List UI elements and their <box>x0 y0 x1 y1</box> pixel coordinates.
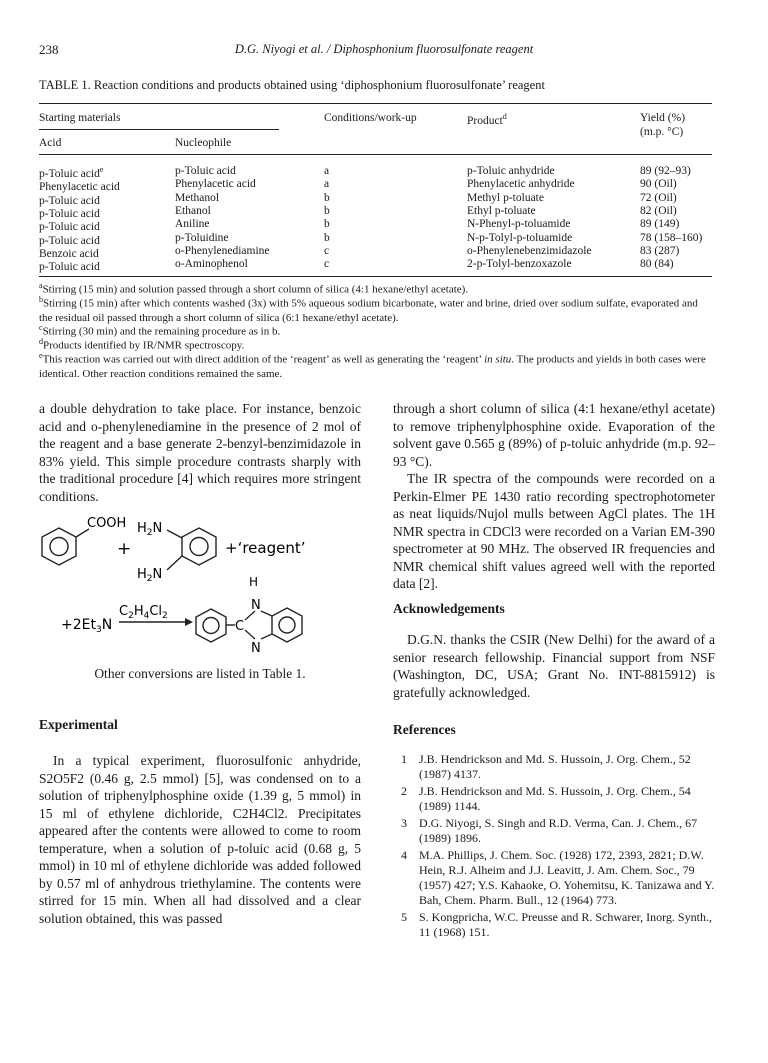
table-cell-yield: 90 (Oil) <box>640 178 677 191</box>
table-cell-condition: b <box>324 191 330 204</box>
reference-item <box>393 816 715 846</box>
footnote-a: $^a$Stirring (15 min) and solution passed through a short column of silica (4:1 hexane/ethyl acetate). <box>39 281 469 296</box>
reference-number: 1 <box>401 752 407 766</box>
table-cell-product: Phenylacetic anhydride <box>467 178 575 191</box>
table-cell-product: N-Phenyl-p-toluamide <box>467 218 571 231</box>
table-cell-product: p-Toluic anhydride <box>467 165 555 177</box>
table-cell-acid: Phenylacetic acid <box>39 181 120 194</box>
base-label: $+2Et_3N$ <box>61 617 113 635</box>
table-cell-condition: c <box>324 244 330 257</box>
n-bottom-label: N <box>251 641 261 656</box>
solvent-label: $C_2H_4Cl_2$ <box>119 604 168 621</box>
reagent-label: +‘reagent’ <box>225 539 306 557</box>
table-cell-condition: b <box>324 204 330 217</box>
reference-number: 5 <box>401 910 407 924</box>
arrow-head-icon <box>185 618 193 626</box>
table-cell-acid: p-Toluic acid <box>39 194 100 207</box>
reference-item <box>393 784 715 814</box>
table-cell-yield: 89 (92–93) <box>640 165 691 177</box>
table-cell-acid: p-Toluic acid$^e$ <box>39 165 104 180</box>
reference-item <box>393 910 715 940</box>
table-cell-condition: c <box>324 258 330 271</box>
table-cell-nucleophile: p-Toluic acid <box>175 165 236 177</box>
reference-text: J.B. Hendrickson and Md. S. Hussoin, J. Org. Chem., 52 (1987) 4137. <box>419 752 691 781</box>
left-para-2: Other conversions are listed in Table 1. <box>94 666 306 681</box>
experimental-paragraph: In a typical experiment, fluorosulfonic anhydride, S2O5F2 (0.46 g, 2.5 mmol) [5], was condensed on to a solution of triphenylphosphine oxide (1.39 g, 5 mmol) in 15 ml of ethylene dichloride, C2H4Cl2. Precipitates appeared after the contents were allowed to come to room temperature, when a solution of p-toluic acid (0.68 g, 5 mmol) in 10 ml of ethylene dichloride was added followed by 0.57 ml of anhydrous triethylamine. The contents were stirred for 15 min. When all had dissolved and a clear solution obtained, this was passed <box>39 753 361 926</box>
table-cell-nucleophile: p-Toluidine <box>175 231 229 244</box>
header-starting-materials: Starting materials <box>39 112 121 124</box>
nh-h-label: H <box>249 575 259 589</box>
benzene-ring-icon <box>272 608 302 642</box>
left-para-1: a double dehydration to take place. For instance, benzoic acid and o-phenylenediamine in the presence of 2 mol of the reagent and a base generate 2-benzyl-benzimidazole in 83% yield. This simple procedure contrasts sharply with the traditional procedure [4] which requires more stringent conditions. <box>39 401 361 504</box>
table-cell-nucleophile: Phenylacetic acid <box>175 178 256 191</box>
experimental-heading: Experimental <box>39 717 118 732</box>
table-bottom-rule <box>39 276 712 277</box>
table-cell-acid: p-Toluic acid <box>39 221 100 234</box>
benzene-ring-icon <box>182 528 216 565</box>
table-header-rule <box>39 154 712 155</box>
reference-list <box>393 752 715 942</box>
header-conditions: Conditions/work-up <box>324 112 417 124</box>
table-top-rule <box>39 103 712 104</box>
header-acid: Acid <box>39 137 62 149</box>
acknowledgements-heading: Acknowledgements <box>393 601 505 616</box>
c-label: C <box>235 619 245 634</box>
reference-number: 3 <box>401 816 407 830</box>
header-yield: Yield (%) <box>640 112 686 124</box>
table-cell-acid: p-Toluic acid <box>39 234 100 247</box>
right-para-1: through a short column of silica (4:1 hexane/ethyl acetate) to remove triphenylphosphine oxide. Evaporation of the solvent gave 0.565 g (89%) of p-toluic anhydride (m.p. 92–93 °C). <box>393 401 715 469</box>
reference-text: S. Kongpricha, W.C. Preusse and R. Schwarer, Inorg. Synth., 11 (1968) 151. <box>419 910 712 939</box>
footnote-c: $^c$Stirring (30 min) and the remaining procedure as in b. <box>39 323 281 338</box>
table-cell-product: Ethyl p-toluate <box>467 204 536 217</box>
benzene-ring-icon <box>196 609 226 642</box>
header-product: Product$^d$ <box>467 112 507 127</box>
h2n-top-label: $H_2N$ <box>137 521 163 538</box>
footnote-d: $^d$Products identified by IR/NMR spectroscopy. <box>39 337 245 352</box>
header-mp: (m.p. °C) <box>640 126 684 138</box>
reference-item <box>393 752 715 782</box>
reference-text: J.B. Hendrickson and Md. S. Hussoin, J. Org. Chem., 54 (1989) 1144. <box>419 784 691 813</box>
table-cell-yield: 82 (Oil) <box>640 204 677 217</box>
table-cell-nucleophile: Ethanol <box>175 204 211 217</box>
table-cell-yield: 83 (287) <box>640 244 680 257</box>
table-cell-product: N-p-Tolyl-p-toluamide <box>467 231 573 244</box>
table-cell-acid: Benzoic acid <box>39 247 99 260</box>
references-heading: References <box>393 722 456 737</box>
header-nucleophile: Nucleophile <box>175 137 232 149</box>
table-cell-condition: a <box>324 178 330 191</box>
table-cell-condition: b <box>324 231 330 244</box>
cooh-label: COOH <box>87 516 127 531</box>
header-sub-rule <box>39 129 279 130</box>
reference-text: M.A. Phillips, J. Chem. Soc. (1928) 172, 2393, 2821; D.W. Hein, R.J. Alheim and J.J. Leavitt, J. Am. Chem. Soc., 79 (1957) 427; Y.S. Kahaoke, O. Yohemitsu, K. Tanizawa and Y. Bah, Chem. Pharm. Bull., 12 (1964) 773. <box>419 848 715 907</box>
table-cell-product: o-Phenylenebenzimidazole <box>467 244 592 257</box>
page-number: 238 <box>39 42 59 57</box>
reference-item <box>393 848 715 908</box>
reference-number: 4 <box>401 848 407 862</box>
table-cell-yield: 78 (158–160) <box>640 231 703 244</box>
footnote-e: $^e$This reaction was carried out with direct addition of the ‘reagent’ as well as generating the ‘reagent’ in situ. The products and yields in both cases were identical. Other reaction conditions remained the same. <box>39 351 706 380</box>
reference-number: 2 <box>401 784 407 798</box>
table-cell-acid: p-Toluic acid <box>39 207 100 220</box>
table-cell-yield: 72 (Oil) <box>640 191 677 204</box>
footnote-b: $^b$Stirring (15 min) after which contents washed (3x) with 5% aqueous sodium bicarbonate, water and brine, dried over sodium sulfate, evaporated and the residual oil passed through a short column of silica (6:1 hexane/ethyl acetate). <box>39 295 698 324</box>
table-cell-nucleophile: Methanol <box>175 191 220 204</box>
table-cell-nucleophile: o-Aminophenol <box>175 258 248 271</box>
table-cell-yield: 80 (84) <box>640 258 674 271</box>
table-cell-condition: a <box>324 165 330 177</box>
table-caption: TABLE 1. Reaction conditions and products obtained using ‘diphosphonium fluorosulfonate’ reagent <box>39 78 545 92</box>
reaction-scheme <box>39 508 369 660</box>
table-cell-acid: p-Toluic acid <box>39 260 100 273</box>
table-cell-yield: 89 (149) <box>640 218 680 231</box>
h2n-bottom-label: $H_2N$ <box>137 567 163 584</box>
right-para-2: The IR spectra of the compounds were recorded on a Perkin-Elmer PE 1430 ratio recording spectrophotometer as neat liquids/Nujol mulls between AgCl plates. The 1H NMR spectra in CDCl3 were recorded on a Varian EM-390 spectrometer at 90 MHz. The observed IR frequencies and NMR chemical shift values agreed well with the reported data [2]. <box>393 471 715 591</box>
table-cell-nucleophile: o-Phenylenediamine <box>175 244 270 257</box>
table-cell-product: Methyl p-toluate <box>467 191 544 204</box>
running-head: D.G. Niyogi et al. / Diphosphonium fluorosulfonate reagent <box>234 42 534 56</box>
plus-sign: + <box>117 539 132 559</box>
table-cell-nucleophile: Aniline <box>175 218 210 231</box>
n-top-label: N <box>251 598 261 613</box>
benzene-ring-icon <box>42 528 76 565</box>
acknowledgements-text: D.G.N. thanks the CSIR (New Delhi) for the award of a senior research fellowship. Financial support from NSF (Washington, DC, USA; Grant No. INT-8815912) is gratefully acknowledged. <box>393 632 715 700</box>
table-cell-product: 2-p-Tolyl-benzoxazole <box>467 258 572 271</box>
table-cell-condition: b <box>324 218 330 231</box>
reference-text: D.G. Niyogi, S. Singh and R.D. Verma, Can. J. Chem., 67 (1989) 1896. <box>419 816 698 845</box>
